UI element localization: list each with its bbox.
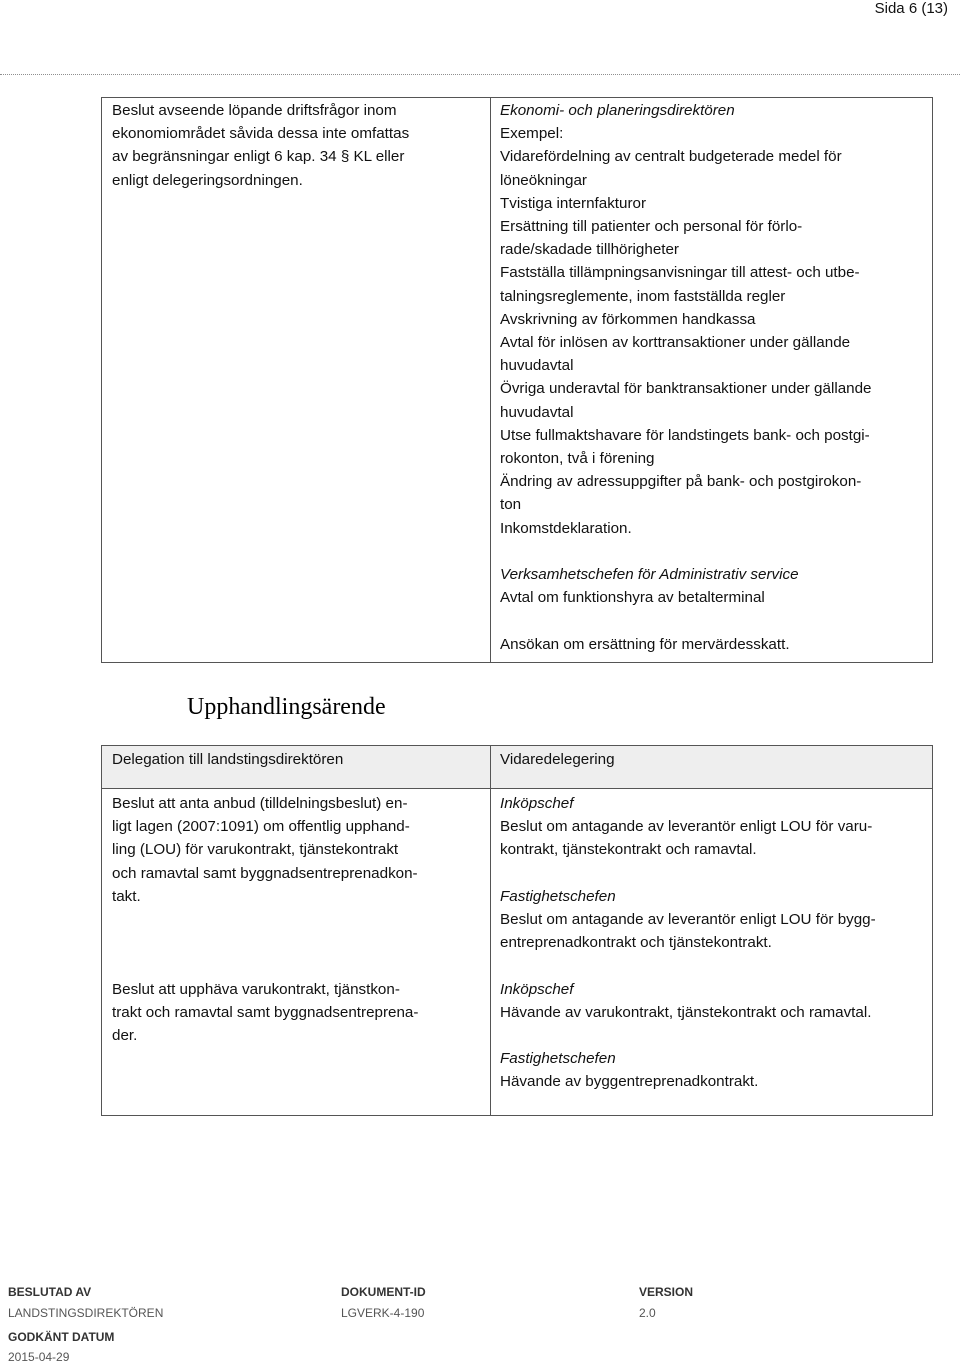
text-line: Fastställa tillämpningsanvisningar till attest- och utbe- bbox=[500, 264, 860, 282]
role-name: Inköpschef bbox=[500, 980, 574, 998]
text-line: Utse fullmaktshavare för landstingets bank- och postgi- bbox=[500, 426, 870, 444]
delegation-cell bbox=[102, 789, 491, 1116]
header-label: Vidaredelegering bbox=[500, 751, 615, 768]
role-name: Fastighetschefen bbox=[500, 1050, 616, 1068]
text-line: kontrakt, tjänstekontrakt och ramavtal. bbox=[500, 841, 757, 859]
header-divider bbox=[0, 74, 960, 75]
text-line: Tvistiga internfakturor bbox=[500, 194, 647, 212]
text-line: löneökningar bbox=[500, 171, 587, 189]
spacer bbox=[500, 862, 922, 885]
text-line: der. bbox=[112, 1027, 138, 1045]
approved-date-label: GODKÄNT DATUM bbox=[8, 1330, 115, 1344]
text-line: Beslut att upphäva varukontrakt, tjänstkon- bbox=[112, 980, 400, 998]
text-line: Hävande av byggentreprenadkontrakt. bbox=[500, 1073, 759, 1091]
text-line: rokonton, två i förening bbox=[500, 450, 655, 468]
text-line: huvudavtal bbox=[500, 357, 574, 375]
text-line: Beslut att anta anbud (tilldelningsbeslut) en- bbox=[112, 795, 408, 812]
spacer bbox=[500, 1094, 922, 1106]
column-header-delegation bbox=[102, 746, 491, 789]
text-line: Beslut om antagande av leverantör enligt LOU för varu- bbox=[500, 818, 873, 836]
text-line: ling (LOU) för varukontrakt, tjänstekontrakt bbox=[112, 841, 399, 859]
text-line: Ändring av adressuppgifter på bank- och postgirokon- bbox=[500, 473, 862, 491]
spacer bbox=[500, 1024, 922, 1047]
text-line: Övriga underavtal för banktransaktioner under gällande bbox=[500, 380, 872, 398]
text-line: enligt delegeringsordningen. bbox=[112, 171, 303, 189]
delegation-table-economy bbox=[101, 97, 933, 663]
text-line: av begränsningar enligt 6 kap. 34 § KL eller bbox=[112, 148, 405, 166]
text-line: Ansökan om ersättning för mervärdesskatt. bbox=[500, 635, 790, 653]
approved-date-value: 2015-04-29 bbox=[8, 1350, 70, 1364]
text-line: ligt lagen (2007:1091) om offentlig upphand- bbox=[112, 818, 410, 836]
column-header-subdelegation bbox=[491, 746, 933, 789]
role-name: Inköpschef bbox=[500, 795, 574, 812]
text-line: entreprenadkontrakt och tjänstekontrakt. bbox=[500, 934, 772, 952]
version-value: 2.0 bbox=[639, 1306, 656, 1320]
role-name: Verksamhetschefen för Administrativ service bbox=[500, 566, 799, 584]
text-line: Avskrivning av förkommen handkassa bbox=[500, 310, 756, 328]
text-line: Beslut avseende löpande driftsfrågor inom bbox=[112, 102, 397, 119]
subdelegation-cell bbox=[491, 789, 933, 1116]
text-line: takt. bbox=[112, 887, 141, 905]
decided-by-value: LANDSTINGSDIREKTÖREN bbox=[8, 1306, 164, 1320]
delegation-cell bbox=[102, 98, 491, 663]
decided-by-label: BESLUTAD AV bbox=[8, 1285, 92, 1299]
spacer bbox=[112, 908, 480, 978]
delegation-table-procurement bbox=[101, 745, 933, 1116]
document-id-value: LGVERK-4-190 bbox=[341, 1306, 425, 1320]
text-line: och ramavtal samt byggnadsentreprenadkon- bbox=[112, 864, 418, 882]
text-line: Hävande av varukontrakt, tjänstekontrakt och ramavtal. bbox=[500, 1003, 872, 1021]
text-line: Avtal för inlösen av korttransaktioner under gällande bbox=[500, 334, 851, 352]
text-line: huvudavtal bbox=[500, 403, 574, 421]
text-line: Beslut om antagande av leverantör enligt LOU för bygg- bbox=[500, 911, 876, 928]
text-line: trakt och ramavtal samt byggnadsentreprena- bbox=[112, 1003, 419, 1021]
text-line: Vidarefördelning av centralt budgeterade medel för bbox=[500, 148, 842, 166]
text-line: Exempel: bbox=[500, 125, 564, 143]
text-line: Ersättning till patienter och personal för förlo- bbox=[500, 218, 803, 236]
page-number: Sida 6 (13) bbox=[874, 0, 948, 17]
role-name: Fastighetschefen bbox=[500, 887, 616, 905]
version-label: VERSION bbox=[639, 1285, 694, 1299]
spacer bbox=[500, 540, 922, 563]
text-line: ton bbox=[500, 496, 522, 514]
spacer bbox=[500, 954, 922, 977]
text-line: talningsreglemente, inom fastställda regler bbox=[500, 287, 786, 305]
section-title: Upphandlingsärende bbox=[187, 694, 386, 720]
text-line: rade/skadade tillhörigheter bbox=[500, 241, 679, 259]
document-id-label: DOKUMENT-ID bbox=[341, 1285, 426, 1299]
header-label: Delegation till landstingsdirektören bbox=[112, 751, 344, 768]
spacer bbox=[500, 609, 922, 632]
text-line: ekonomiområdet såvida dessa inte omfattas bbox=[112, 125, 410, 143]
text-line: Inkomstdeklaration. bbox=[500, 519, 632, 537]
text-line: Avtal om funktionshyra av betalterminal bbox=[500, 589, 765, 607]
role-name: Ekonomi- och planeringsdirektören bbox=[500, 102, 735, 119]
subdelegation-cell bbox=[491, 98, 933, 663]
